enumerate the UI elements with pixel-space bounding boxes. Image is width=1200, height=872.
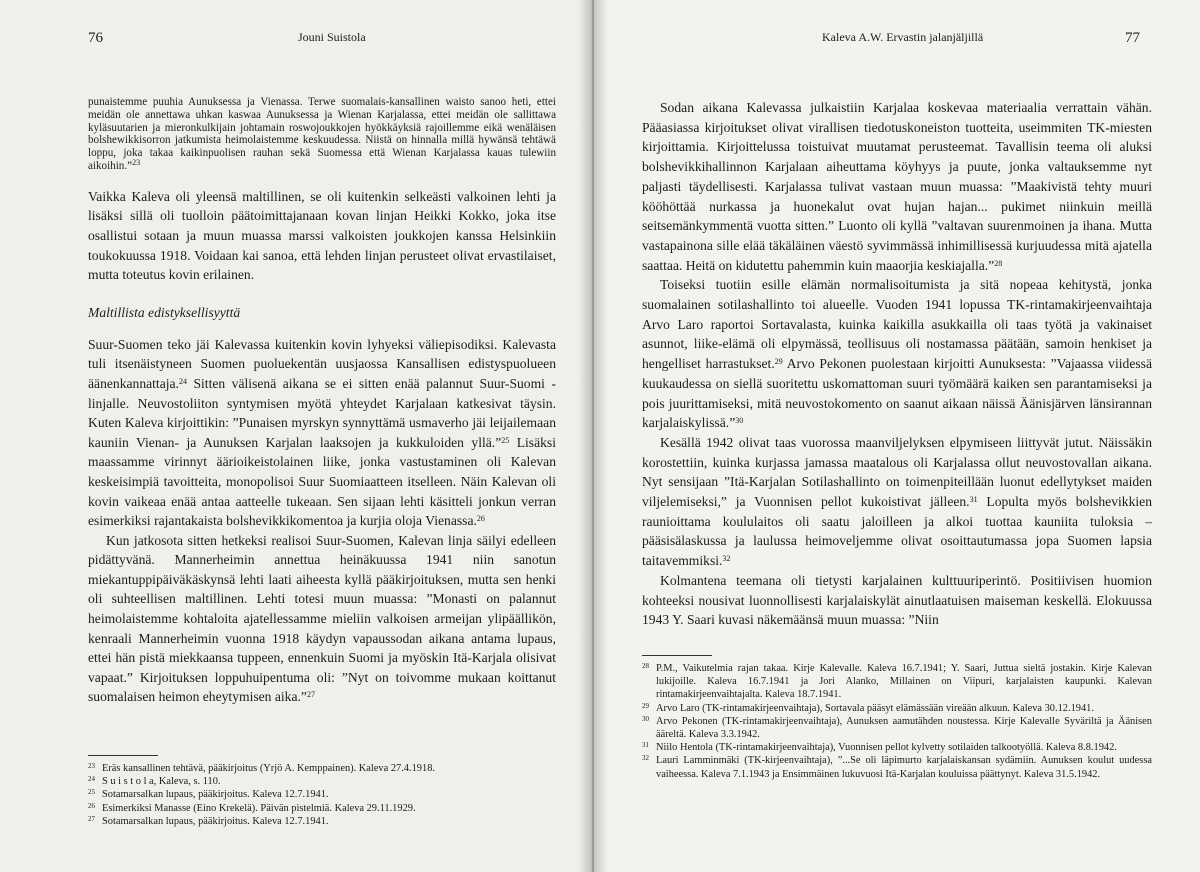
note-ref: 31 [969,495,978,505]
text-run: Arvo Pekonen puolestaan kirjoitti Aunuksesta: ”Vajaassa viidessä kuukaudessa on siellä suoritettu uskomattoman suuri työmäärä kaiken sen parantamiseksi ja pois juurittamiseksi, mitä neuvostokomento on saanut aikaan näissä Äänisjärven länsirannan karjalaiskylissä.” [642,356,1152,431]
paragraph [642,433,1152,571]
footnote-marker: 23 [88,762,95,770]
footnote-text: Arvo Laro (TK-rintamakirjeenvaihtaja), Sortavala pääsyt elämässään vireään alkuun. Kaleva 30.12.1941. [656,702,1094,714]
footnote-text: Sotamarsalkan lupaus, pääkirjoitus. Kaleva 12.7.1941. [102,789,329,801]
text-run: Sitten välisenä aikana se ei sitten enää palannut Suur-Suomi -linjalle. Neuvostoliiton syntymisen myötä yhteydet Karjalaan katkesivat täysin. Kuten Kaleva kirjoittikin: ”Punaisen myrskyn synnyttämä usmaverho jäi leijailemaan kauniin Vienan- ja Aunuksen Karjalan laaksojen ja kukkuloiden yllä.” [88,375,556,450]
text-run: Sodan aikana Kalevassa julkaistiin Karjalaa koskevaa materiaalia verrattain vähän. Pääasiassa kirjoitukset olivat virallisen tiedotuskoneiston tuotteita, useimmiten TK-miesten kirjoittamia. Kirjoittelussa toistuivat muutamat perusteemat. Tavallisin teema oli aluksi bolshevikkihallinnon Karjalaan aiheuttama köyhyys ja puute, jonka valtauksemme nyt paljasti täydellisesti. Karjalassa tulivat vastaan muun muassa: ”Maakivistä tehty muuri kööhöttää nurkassa ja huonekalut ovat hujan hajan... pukimet niinkuin meillä seitsemänkymmentä vuotta sitten.” Luonto oli kyllä ”valtavan suurenmoinen ja ihana. Mutta vastapainona sille elää täkäläinen väestö syvimmässä inhimillisessä kurjuudessa mitä ajatella saattaa. Heitä on kidutettu pahemmin kuin maaorjia keskiajalla.” [642,100,1152,273]
footnote-marker: 31 [642,741,649,750]
footnote [88,762,556,775]
footnote [88,775,556,788]
note-ref: 25 [501,435,510,445]
footnote-text: Arvo Pekonen (TK-rintamakirjeenvaihtaja), Aunuksen aamutähden noustessa. Kirje Kalevalle Syväriltä ja Äänisen ääreltä. Kaleva 3.3.1942. [656,715,1152,741]
section-heading: Maltillista edistyksellisyyttä [88,304,241,320]
footnote-marker: 24 [88,775,95,784]
footnote [642,715,1152,741]
footnote [642,754,1152,780]
footnote-text: Lauri Lamminmäki (TK-kirjeenvaihtaja), ”...Se oli läpimurto karjalaiskansan sydämiin. Aunuksen koulut uudessa vaiheessa. Kaleva 7.1.1943 ja Ensimmäinen lukuvuosi Itä-Karjalan kouluissa päättynyt. Kaleva 31.5.1942. [656,755,1152,780]
footnote [642,662,1152,702]
running-header: Kaleva A.W. Ervastin jalanjäljillä [822,30,984,44]
right-body [642,98,1152,630]
paragraph: Vaikka Kaleva oli yleensä maltillinen, se oli kuitenkin selkeästi valkoinen lehti ja lisäksi sillä oli tuolloin päätoimittajanaan kovan linjan Heikki Kokko, joka itse osallistui sotaan ja muun muassa marssi valkoisten joukkojen kanssa Helsinkiin toukokuussa 1918. Voidaan kai sanoa, että lehden linjan perusteet olivat ervastilaiset, mutta toteutus kovin erilainen. [88,188,556,283]
right-page [592,0,1200,872]
block-quote [88,96,556,173]
text-run: Toiseksi tuotiin esille elämän normalisoitumista ja sitä nopeaa kehitystä, jonka suomalainen sotilashallinto toi alueelle. Vuoden 1941 lopussa TK-rintamakirjeenvaihtaja Arvo Laro raportoi Sortavalasta, kuinka kaikilla asukkailla oli taas työtä ja vakinaiset asunnot, liike-elämä oli elpymässä, teollisuus oli nostamassa päätään, samoin henkiset ja hengelliset harrastukset. [642,277,1152,372]
footnote-rule [642,655,712,656]
footnote-marker: 27 [88,814,95,823]
footnote-marker: 32 [642,754,649,763]
footnotes [642,655,1152,781]
text-run: Kesällä 1942 olivat taas vuorossa maanviljelyksen elpymiseen liittyvät jutut. Näissäkin korostettiin, kuinka kurjassa jamassa maatalous oli Karjalassa ollut neuvostovallan aikana. Nyt sensijaan ”Itä-Karjalan Sotilashallinto on toimenpiteillään luonut edellytykset maiden viljelemiseksi,” ja Vuonnisen pellot kukoistivat jälleen. [642,434,1152,510]
footnote-text: Eräs kansallinen tehtävä, pääkirjoitus (Yrjö A. Kemppainen). Kaleva 27.4.1918. [102,763,435,774]
note-ref: 26 [476,514,485,524]
footnote-marker: 26 [88,801,95,810]
footnote-rule [88,755,158,756]
footnote-text: Sotamarsalkan lupaus, pääkirjoitus. Kaleva 12.7.1941. [102,815,329,827]
page-number: 77 [1125,30,1140,46]
paragraph [88,335,556,531]
note-ref: 28 [994,258,1003,268]
footnote-text: Esimerkiksi Manasse (Eino Krekelä). Päivän pistelmiä. Kaleva 29.11.1929. [102,802,416,814]
footnote-marker: 29 [642,701,649,710]
text-run: Lisäksi maassamme virinnyt äärioikeistolainen liike, jonka vastustaminen oli Kalevan keskeisimpiä tavoitteita, monopolisoi Suur Suomiaatteen itselleen. Näin Kalevan oli kovin vaikeaa enää antaa aatteelle tukeaan. Sen sijaan lehti käsitteli jonkun verran esimerkiksi rajantakaista bolshevikkikomentoa ja kurjia oloja Vienassa. [88,434,556,529]
text-run: Kun jatkosota sitten hetkeksi realisoi Suur-Suomen, Kalevan linja säilyi edelleen pidättyvänä. Mannerheimin annettua heinäkuussa 1941 niin sanotun miekantuppipäiväkäskynsä lehti laati aiheesta kyllä pääkirjoituksen, mutta sen henki oli suhteellisen maltillinen. Lehti totesi muun muassa: ”Monasti on palannut heimolaistemme kohtaloita ajatellessamme mieliin valkoisen armeijan ylipäällikön, kenraali Mannerheimin vuonna 1918 käydyn vapaussodan aikana antama lupaus, ettei hän pistä miekkaansa tuppeen, ennenkuin Suomi ja myöskin Itä-Karjala olisivat vapaat.” Kirjoituksen loppuhuipentuma oli: ”Nyt on toivomme mukaan koittanut suomalaisen heimon eheytymisen aika.” [88,532,556,705]
footnote-text: P.M., Vaikutelmia rajan takaa. Kirje Kalevalle. Kaleva 16.7.1941; Y. Saari, Juttua sieltä jostakin. Kirje Kalevan lukijoille. Kaleva 16.7.1941 ja Jori Alanko, Millainen on Viipuri, karjalaisten kaupunki. Kalevan rintamakirjeenvaihtajalta. Kaleva 18.7.1941. [656,663,1152,701]
page-number: 76 [88,30,103,46]
footnotes [88,755,556,828]
footnote-marker: 25 [88,788,95,797]
text-run: Lopulta myös bolshevikkien raunioittama koululaitos oli saatu jaloilleen ja alkoi tuottaa kauniita tuloksia – pääsisälaskussa ja laulussa heimoveljemme olivat osoittautumassa jopa Suomen lapsia taitavemmiksi. [642,494,1152,569]
note-ref: 30 [735,416,744,426]
paragraph: Kolmantena teemana oli tietysti karjalainen kulttuuriperintö. Positiivisen huomion kohteeksi nousivat luonnollisesti karjalaiskylät ainutlaatuisen maiseman keskellä. Elokuussa 1943 Y. Saari kuvasi näkemäänsä muun muassa: ”Niin [642,572,1152,628]
footnote [642,702,1152,715]
note-ref: 27 [306,690,315,700]
note-ref: 32 [722,554,731,564]
footnote-marker: 28 [642,662,649,670]
paragraph [642,275,1152,433]
quote-text: punaistemme puuhia Aunuksessa ja Vienassa. Terwe suomalais-kansallinen waisto sanoo heti, ettei meidän ole annettawa uhkan kaswaa Aunuksessa ja Wienan Karjalassa, ettei meidän ole sallittawa kyläsuutarien ja mieronkulkijain johtamain roswojoukkojen hyökkäyksiä rajoillemme eikä wenäläisen bolshewikkisorron jatkumista heimolaistemme keskuudessa. Niistä on hinnalla millä hywänsä tehtäwä loppu, joka takaa kaikinpuolisen rauhan sekä Suomessa että Wienan Karjalassa kauas tulewiin aikoihin.” [88,96,556,172]
footnote [88,815,556,828]
left-page [0,0,592,872]
footnote [88,788,556,801]
note-ref: 24 [178,376,187,386]
footnote [642,741,1152,754]
paragraph [88,531,556,707]
footnote [88,802,556,815]
left-body [88,96,556,707]
text-run: Suur-Suomen teko jäi Kalevassa kuitenkin kovin lyhyeksi väliepisodiksi. Kalevasta tuli itsenäistyneen Suomen puoluekentän uusjaossa Kansallisen edistyspuolueen äänenkannattaja. [88,336,556,391]
note-ref: 29 [774,357,783,367]
footnote-text: S u i s t o l a, Kaleva, s. 110. [102,776,221,788]
footnote-text: Niilo Hentola (TK-rintamakirjeenvaihtaja), Vuonnisen pellot kylvetty sotilaiden talkootyöllä. Kaleva 8.8.1942. [656,742,1117,754]
paragraph [642,98,1152,275]
note-ref: 23 [132,157,141,167]
book-gutter [578,0,608,872]
running-header: Jouni Suistola [298,30,366,44]
footnote-marker: 30 [642,714,649,723]
